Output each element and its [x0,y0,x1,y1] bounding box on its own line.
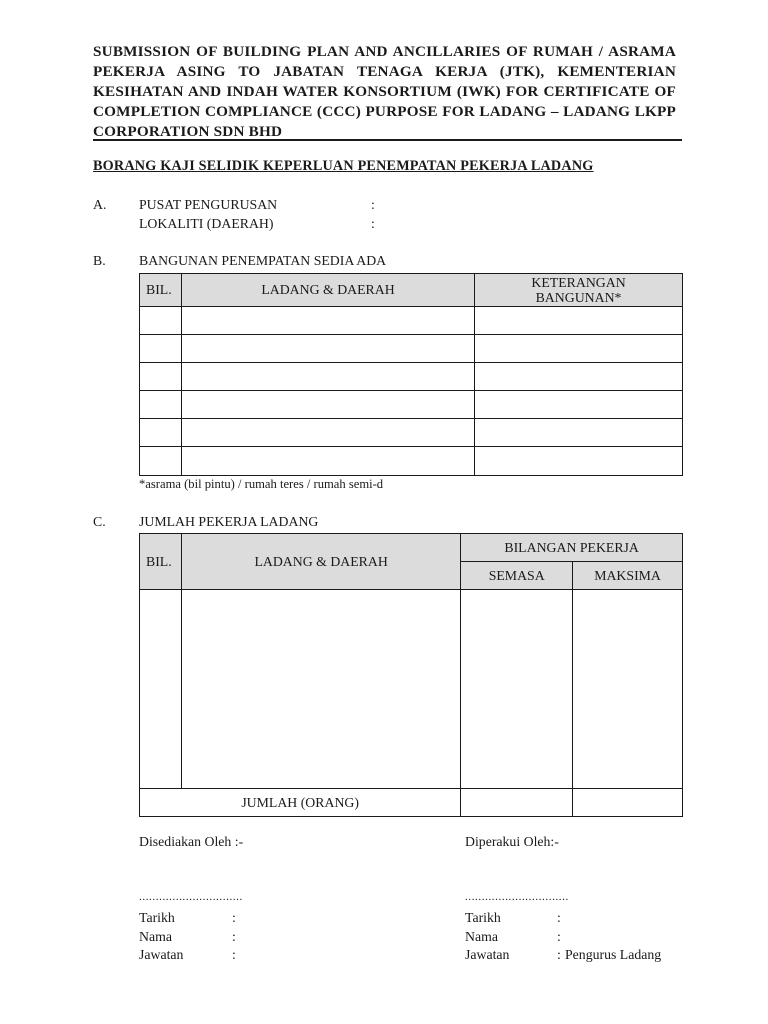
right-tarikh-colon: : [557,910,561,925]
table-cell[interactable] [140,590,182,789]
section-b-title: BANGUNAN PENEMPATAN SEDIA ADA [139,253,387,268]
section-b-letter: B. [93,253,106,268]
right-jawatan-value[interactable]: Pengurus Ladang [565,947,662,962]
left-tarikh-label: Tarikh [139,910,175,925]
jumlah-orang-label: JUMLAH (ORANG) [140,789,461,817]
table-cell[interactable] [475,391,683,419]
ladang-daerah-header: LADANG & DAERAH [181,274,474,307]
building-footnote: *asrama (bil pintu) / rumah teres / rumah semi-d [139,477,384,491]
right-nama-label: Nama [465,929,498,944]
form-title: BORANG KAJI SELIDIK KEPERLUAN PENEMPATAN PEKERJA LADANG [93,158,594,174]
bil-header: BIL. [140,534,182,590]
left-tarikh-colon: : [232,910,236,925]
section-a-letter: A. [93,197,107,212]
disediakan-oleh-label: Disediakan Oleh :- [139,834,244,849]
right-nama-colon: : [557,929,561,944]
table-cell[interactable] [181,590,460,789]
table-cell[interactable] [475,307,683,335]
semasa-header: SEMASA [461,562,573,590]
table-cell[interactable] [573,590,683,789]
section-c-title: JUMLAH PEKERJA LADANG [139,514,319,529]
bil-header: BIL. [140,274,182,307]
ladang-daerah-header: LADANG & DAERAH [181,534,460,590]
table-cell[interactable] [181,447,474,476]
table-cell[interactable] [140,363,182,391]
diperakui-oleh-label: Diperakui Oleh:- [465,834,559,849]
table-cell[interactable] [181,419,474,447]
right-jawatan-label: Jawatan [465,947,510,962]
table-cell[interactable] [475,419,683,447]
pusat-pengurusan-label: PUSAT PENGURUSAN [139,197,278,212]
table-cell[interactable] [475,447,683,476]
table-cell[interactable] [140,447,182,476]
right-tarikh-label: Tarikh [465,910,501,925]
building-table [139,273,683,476]
table-cell[interactable] [475,335,683,363]
table-cell[interactable] [140,307,182,335]
maksima-header: MAKSIMA [573,562,683,590]
table-cell[interactable] [181,307,474,335]
left-signature-line[interactable]: ............................... [139,891,243,903]
table-cell[interactable] [140,391,182,419]
document-header: SUBMISSION OF BUILDING PLAN AND ANCILLARIES OF RUMAH / ASRAMA PEKERJA ASING TO JABATAN TENAGA KERJA (JTK), KEMENTERIAN KESIHATAN AND INDAH WATER KONSORTIUM (IWK) FOR CERTIFICATE OF COMPLETION COMPLIANCE (CCC) PURPOSE FOR LADANG – LADANG LKPP CORPORATION SDN BHD [93,43,676,140]
section-c-letter: C. [93,514,106,529]
table-cell[interactable] [461,590,573,789]
jumlah-maksima-cell[interactable] [573,789,683,817]
lokaliti-colon: : [371,216,375,231]
table-cell[interactable] [475,363,683,391]
right-signature-line[interactable]: ............................... [465,891,569,903]
left-jawatan-label: Jawatan [139,947,184,962]
header-rule [93,139,682,141]
workers-table [139,533,683,817]
left-nama-colon: : [232,929,236,944]
table-cell[interactable] [181,363,474,391]
left-jawatan-colon: : [232,947,236,962]
table-cell[interactable] [140,419,182,447]
bilangan-pekerja-header: BILANGAN PEKERJA [461,534,683,562]
left-nama-label: Nama [139,929,172,944]
keterangan-bangunan-header: KETERANGAN BANGUNAN* [475,274,683,307]
table-cell[interactable] [181,391,474,419]
lokaliti-label: LOKALITI (DAERAH) [139,216,274,231]
table-cell[interactable] [181,335,474,363]
right-jawatan-colon: : [557,947,561,962]
jumlah-semasa-cell[interactable] [461,789,573,817]
table-cell[interactable] [140,335,182,363]
pusat-pengurusan-colon: : [371,197,375,212]
